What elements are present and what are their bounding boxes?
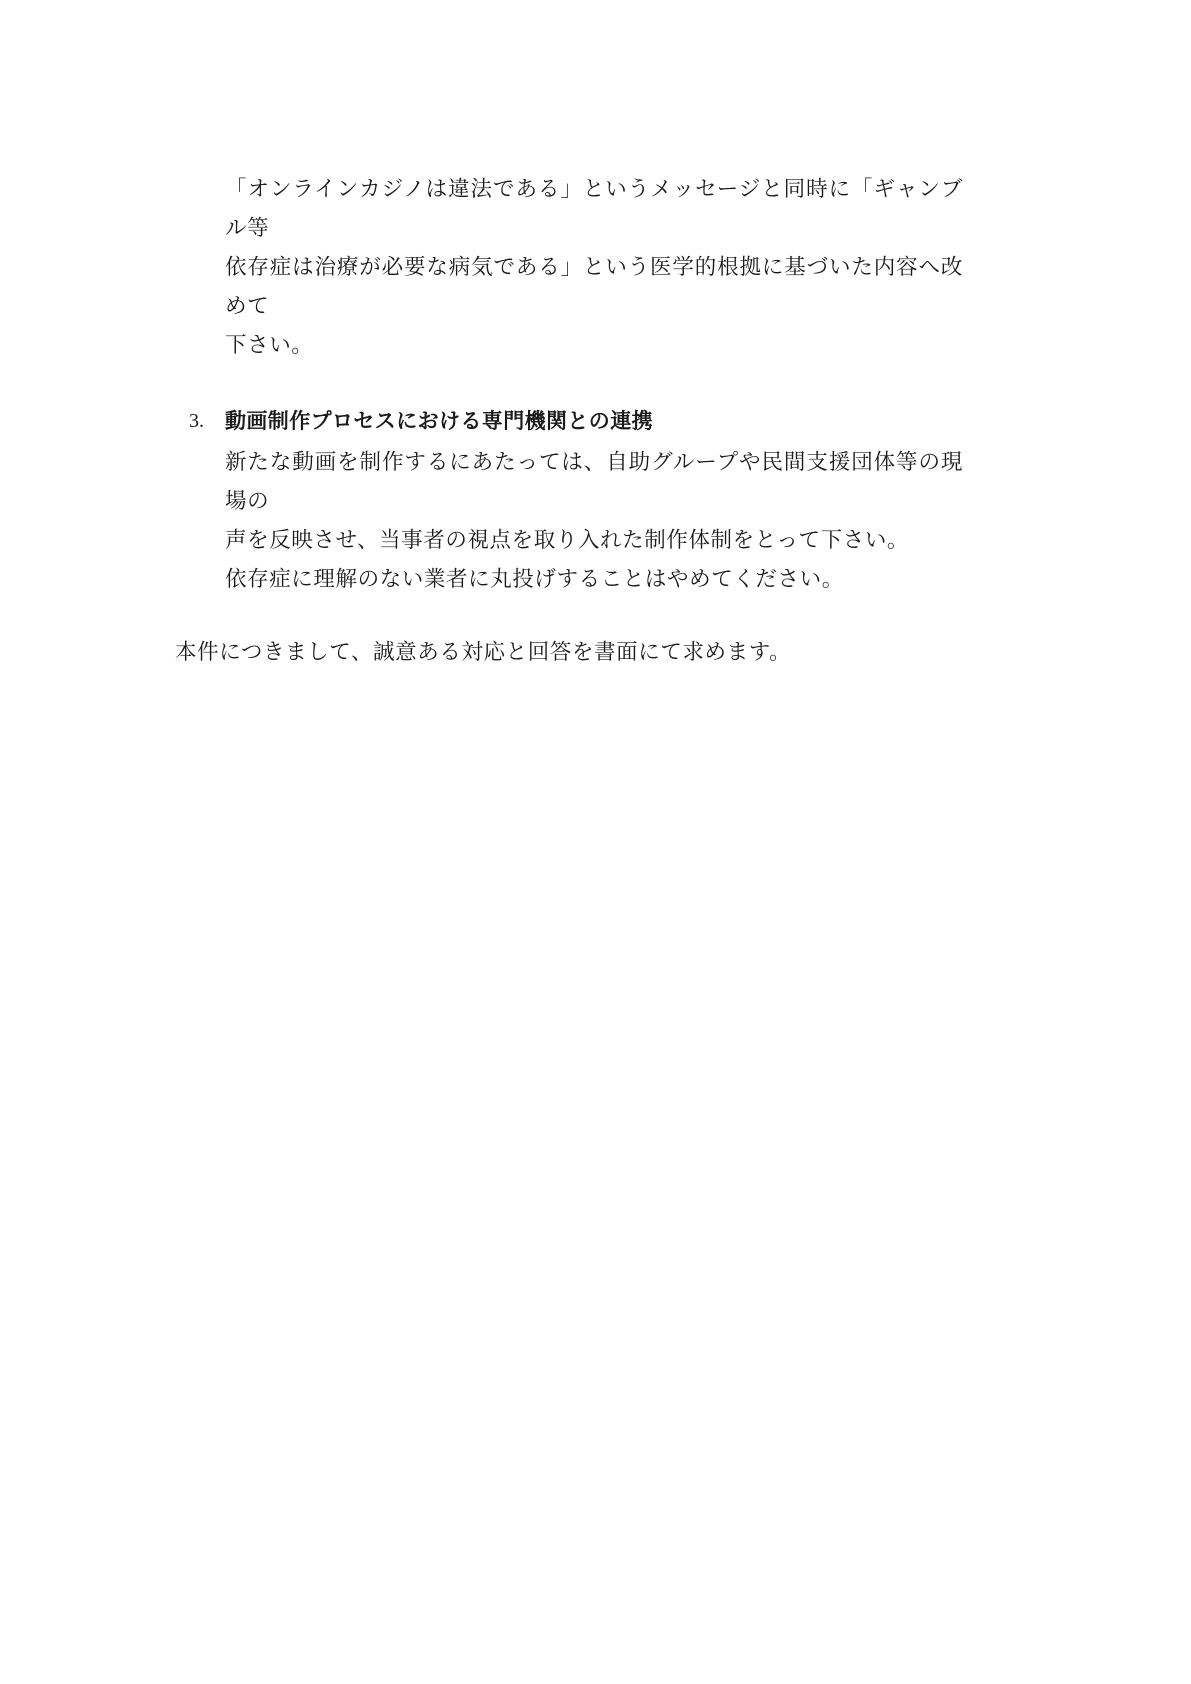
continued-paragraph-line-2: 依存症は治療が必要な病気である」という医学的根拠に基づいた内容へ改めて — [225, 255, 963, 318]
continued-paragraph — [225, 170, 963, 365]
document-body — [175, 170, 1005, 694]
numbered-item-3-body — [225, 443, 963, 599]
numbered-item-3-body-line-2: 声を反映させ、当事者の視点を取り入れた制作体制をとって下さい。 — [225, 528, 910, 552]
numbered-item-3-heading: 動画制作プロセスにおける専門機関との連携 — [225, 409, 653, 433]
numbered-item-3 — [175, 403, 1005, 599]
numbered-item-3-body-line-1: 新たな動画を制作するにあたっては、自助グループや民間支援団体等の現場の — [225, 450, 963, 513]
continued-paragraph-line-3: 下さい。 — [225, 333, 314, 357]
numbered-item-3-number: 3. — [189, 410, 204, 432]
continued-paragraph-line-1: 「オンラインカジノは違法である」というメッセージと同時に「ギャンブル等 — [225, 177, 963, 240]
numbered-item-3-body-line-3: 依存症に理解のない業者に丸投げすることはやめてください。 — [225, 567, 844, 591]
closing-paragraph: 本件につきまして、誠意ある対応と回答を書面にて求めます。 — [175, 640, 792, 664]
